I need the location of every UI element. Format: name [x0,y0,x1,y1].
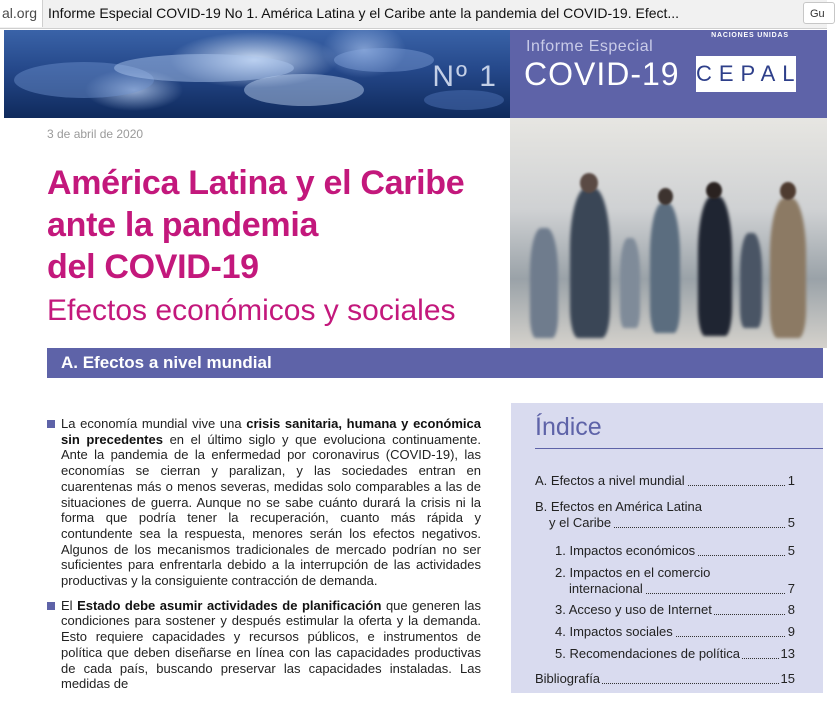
index-item[interactable] [555,543,795,559]
paragraph-bold: crisis sanitaria, humana y económica sin precedentes [61,416,481,447]
issue-number: Nº 1 [432,60,498,93]
report-subtitle: Efectos económicos y sociales [47,294,456,327]
index-item-page: 13 [780,646,795,661]
index-item-label: 1. Impactos económicos [555,543,696,558]
index-item[interactable] [555,624,795,640]
header-banner-image [4,30,510,118]
index-title: Índice [535,413,602,441]
index-item-page: 8 [787,602,795,617]
paragraph-text: La economía mundial vive una [61,416,247,431]
body-text [47,416,481,701]
index-item[interactable] [555,565,795,597]
paragraph-bold: Estado debe asumir actividades de planificación [77,597,382,613]
square-bullet-icon [47,602,55,610]
section-heading-bar [47,348,823,378]
paragraph [47,598,481,692]
title-line: América Latina y el Caribe [47,164,465,202]
naciones-unidas-label: NACIONES UNIDAS [711,32,789,39]
address-bar[interactable]: al.org [0,0,43,27]
index-item-page: 15 [780,671,795,686]
title-line: del COVID-19 [47,248,259,286]
index-item-label: y el Caribe [535,515,613,530]
paragraph-text: El [61,597,78,613]
index-item[interactable] [555,602,795,618]
street-photo [510,118,827,348]
series-title: COVID-19 [524,56,680,92]
series-panel [510,30,827,118]
index-item-page: 9 [787,624,795,639]
index-box [511,403,823,693]
index-item-label: 3. Acceso y uso de Internet [555,602,712,617]
report-title [47,162,497,288]
cepal-logo: CEPAL [696,56,796,92]
document-page [4,30,827,692]
index-item[interactable] [535,499,795,531]
index-item-page: 7 [787,581,795,596]
paragraph [47,416,481,589]
index-item-label: B. Efectos en América Latina [535,499,702,514]
paragraph-text: que generen las condiciones para sostener y después estimular la oferta y la demanda. Esto requiere capacidades y recursos públicos, e instrumentos de política que deben diseñarse en línea con las capacidades productivas de cada país, buscando preservar las capacidades instaladas. Las medidas de [61,597,481,692]
title-line: ante la pandemia [47,206,319,244]
index-item-label: internacional [555,581,645,596]
section-heading: A. Efectos a nivel mundial [61,353,272,372]
report-date: 3 de abril de 2020 [47,127,144,141]
side-button[interactable]: Gu [803,2,835,24]
index-item[interactable] [535,473,795,489]
index-item-page: 5 [787,543,795,558]
browser-bar [0,0,827,29]
paragraph-text: en el último siglo y que evoluciona continuamente. Ante la pandemia de la enfermedad por coronavirus (COVID-19), las economías se cierran y paralizan, y las sociedades entran en cuarentenas más o menos severas, medidas solo comparables a las de situaciones de guerra. Aunque no se sabe cuánto durará la crisis ni la forma que podría tener la recuperación, cuanto más rápida y contundente sea la respuesta, menores serán los efectos negativos. Algunos de los mecanismos tradicionales de mercado podrían no ser suficientes para enfrentarla debido a la interrupción de las actividades productivas y la consiguiente contracción de demanda. [61,431,481,589]
index-item-page: 1 [787,473,795,488]
index-item-page: 5 [787,515,795,530]
index-item-label: 2. Impactos en el comercio [555,565,711,580]
index-item-label: 5. Recomendaciones de política [555,646,741,661]
index-item-label: A. Efectos a nivel mundial [535,473,685,488]
page-title: Informe Especial COVID-19 No 1. América Latina y el Caribe ante la pandemia del COVID-19. Efect... [48,5,680,21]
divider [535,448,823,449]
index-item-label: 4. Impactos sociales [555,624,673,639]
square-bullet-icon [47,420,55,428]
series-label: Informe Especial [526,38,654,55]
index-item[interactable] [555,646,795,662]
index-item[interactable] [535,671,795,687]
index-item-label: Bibliografía [535,671,601,686]
